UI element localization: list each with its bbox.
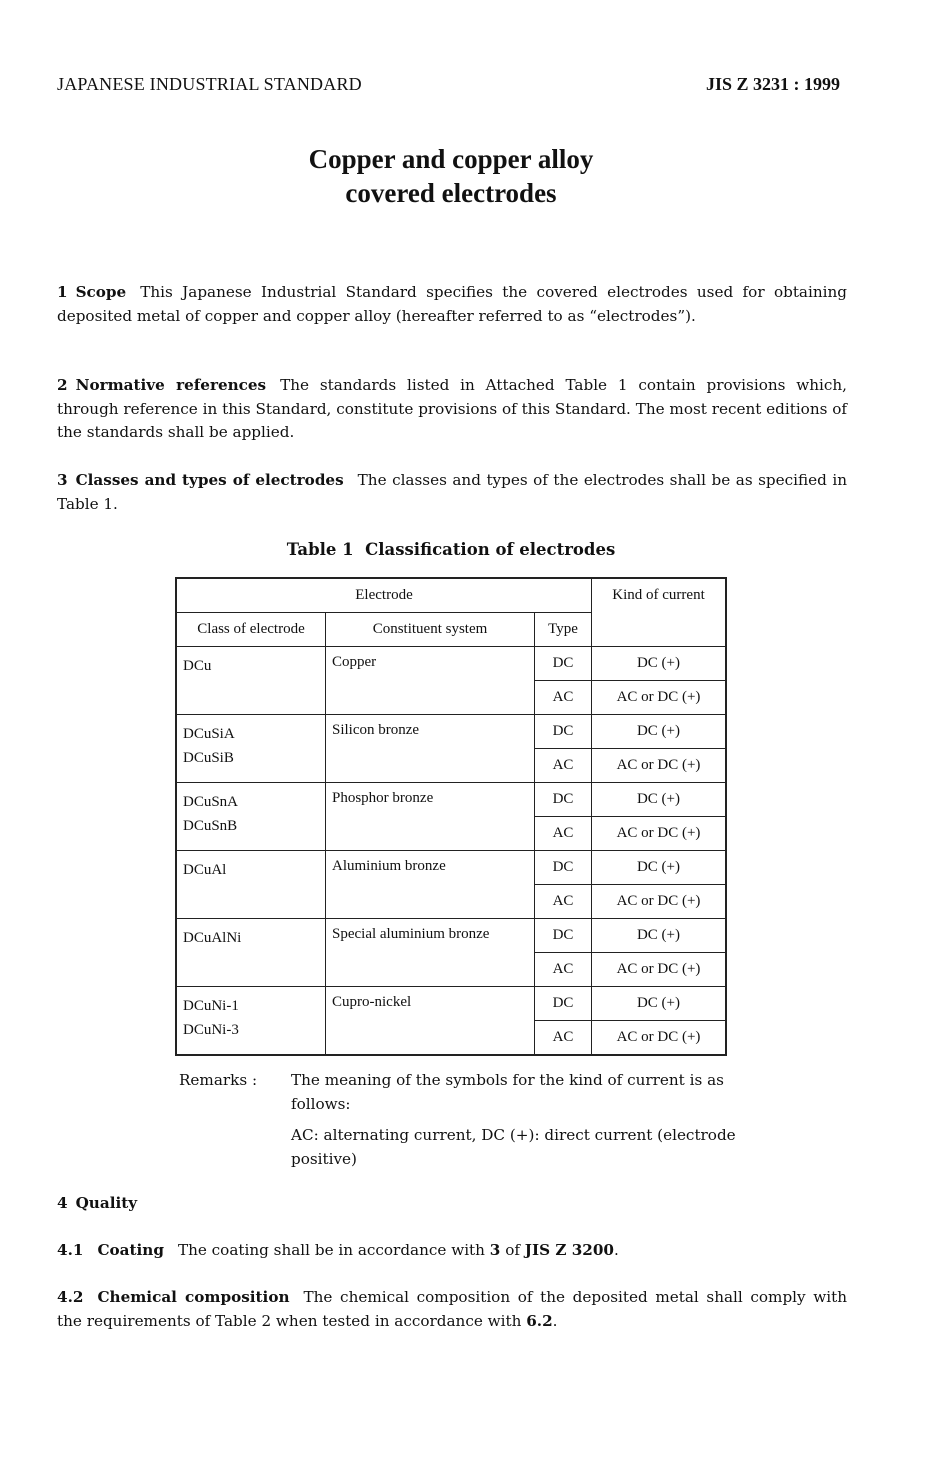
constituent-system-cell: Copper — [326, 647, 535, 715]
table-caption-number: Table 1 — [286, 540, 354, 559]
section-1-scope — [57, 281, 847, 328]
clause-reference: 3 — [489, 1241, 501, 1259]
type-cell: DC — [535, 919, 592, 953]
current-cell: AC or DC (+) — [592, 953, 727, 987]
title-line-2: covered electrodes — [345, 178, 557, 208]
section-heading: Quality — [75, 1194, 138, 1212]
section-number: 1 — [57, 283, 68, 301]
class-code: DCuSiB — [183, 750, 234, 766]
section-number: 2 — [57, 376, 68, 394]
header-standard-name: JAPANESE INDUSTRIAL STANDARD — [57, 74, 362, 94]
remarks-label: Remarks : — [179, 1071, 258, 1089]
header-kind-of-current: Kind of current — [592, 578, 727, 647]
current-cell: AC or DC (+) — [592, 681, 727, 715]
class-cell — [176, 987, 326, 1056]
class-code: DCuSiA — [183, 726, 235, 742]
table-row — [176, 647, 726, 681]
constituent-system-cell: Special aluminium bronze — [326, 919, 535, 987]
class-code: DCuNi-3 — [183, 1022, 239, 1038]
current-cell: DC (+) — [592, 851, 727, 885]
standard-reference: JIS Z 3200 — [524, 1241, 614, 1259]
title-line-1: Copper and copper alloy — [308, 144, 594, 174]
class-code: DCu — [183, 658, 212, 674]
section-number: 4.1 — [57, 1241, 84, 1259]
table-caption-title: Classification of electrodes — [365, 540, 616, 559]
current-cell: DC (+) — [592, 919, 727, 953]
current-cell: AC or DC (+) — [592, 817, 727, 851]
section-text: The chemical composition of the deposited metal shall comply with the requirements of Table 2 when tested in accordance with — [57, 1288, 847, 1330]
class-cell — [176, 715, 326, 783]
section-number: 4 — [57, 1194, 68, 1212]
current-cell: AC or DC (+) — [592, 885, 727, 919]
current-cell: DC (+) — [592, 715, 727, 749]
header-constituent-system: Constituent system — [326, 613, 535, 647]
table-row — [176, 851, 726, 885]
table-row — [176, 919, 726, 953]
section-text: This Japanese Industrial Standard specifies the covered electrodes used for obtaining deposited metal of copper and copper alloy (hereafter referred to as “electrodes”). — [57, 283, 847, 325]
section-number: 4.2 — [57, 1288, 84, 1306]
header-class-of-electrode: Class of electrode — [176, 613, 326, 647]
type-cell: AC — [535, 953, 592, 987]
section-4-2-chemical-composition — [57, 1286, 847, 1333]
current-cell: AC or DC (+) — [592, 1021, 727, 1056]
classification-table — [175, 577, 727, 1056]
class-code: DCuAl — [183, 862, 227, 878]
type-cell: DC — [535, 851, 592, 885]
section-heading: Chemical composition — [97, 1288, 290, 1306]
type-cell: AC — [535, 885, 592, 919]
section-text-end: . — [613, 1241, 619, 1259]
current-cell: DC (+) — [592, 647, 727, 681]
table-remarks — [179, 1069, 739, 1179]
current-cell: DC (+) — [592, 987, 727, 1021]
constituent-system-cell: Aluminium bronze — [326, 851, 535, 919]
class-cell — [176, 783, 326, 851]
type-cell: DC — [535, 783, 592, 817]
type-cell: AC — [535, 817, 592, 851]
table-row — [176, 987, 726, 1021]
section-heading: Scope — [75, 283, 127, 301]
class-code: DCuAlNi — [183, 930, 242, 946]
type-cell: AC — [535, 1021, 592, 1056]
constituent-system-cell: Silicon bronze — [326, 715, 535, 783]
type-cell: DC — [535, 987, 592, 1021]
type-cell: AC — [535, 749, 592, 783]
current-cell: DC (+) — [592, 783, 727, 817]
class-cell — [176, 851, 326, 919]
table-row — [176, 715, 726, 749]
section-heading: Coating — [97, 1241, 164, 1259]
section-4-1-coating — [57, 1239, 847, 1263]
header-electrode: Electrode — [176, 578, 592, 613]
table-header-row — [176, 578, 726, 613]
header-type: Type — [535, 613, 592, 647]
class-code: DCuSnA — [183, 794, 239, 810]
section-text: The classes and types of the electrodes shall be as specified in Table 1. — [57, 471, 847, 513]
section-heading: Normative references — [75, 376, 267, 394]
section-4-quality — [57, 1192, 847, 1216]
type-cell: DC — [535, 715, 592, 749]
document-title — [0, 142, 902, 210]
remarks-text-1: The meaning of the symbols for the kind of current is as follows: — [291, 1071, 724, 1113]
section-text: The standards listed in Attached Table 1 contain provisions which, through reference in this Standard, constitute provisions of this Standard. The most recent editions of the standards shall be applied. — [57, 376, 848, 441]
section-heading: Classes and types of electrodes — [75, 471, 344, 489]
current-cell: AC or DC (+) — [592, 749, 727, 783]
remarks-text-2: AC: alternating current, DC (+): direct current (electrode positive) — [291, 1126, 736, 1168]
table-1-caption — [0, 540, 902, 559]
section-number: 3 — [57, 471, 68, 489]
class-cell — [176, 647, 326, 715]
class-code: DCuSnB — [183, 818, 238, 834]
constituent-system-cell: Phosphor bronze — [326, 783, 535, 851]
section-3-classes-and-types — [57, 469, 847, 516]
constituent-system-cell: Cupro-nickel — [326, 987, 535, 1056]
table-row — [176, 783, 726, 817]
section-2-normative-references — [57, 374, 847, 445]
type-cell: DC — [535, 647, 592, 681]
header-standard-number: JIS Z 3231 : 1999 — [705, 74, 840, 94]
class-code: DCuNi-1 — [183, 998, 239, 1014]
section-text: of — [505, 1241, 520, 1259]
clause-reference: 6.2 — [526, 1311, 553, 1330]
section-text: The coating shall be in accordance with — [177, 1241, 485, 1259]
class-cell — [176, 919, 326, 987]
type-cell: AC — [535, 681, 592, 715]
section-text-end: . — [552, 1311, 558, 1330]
